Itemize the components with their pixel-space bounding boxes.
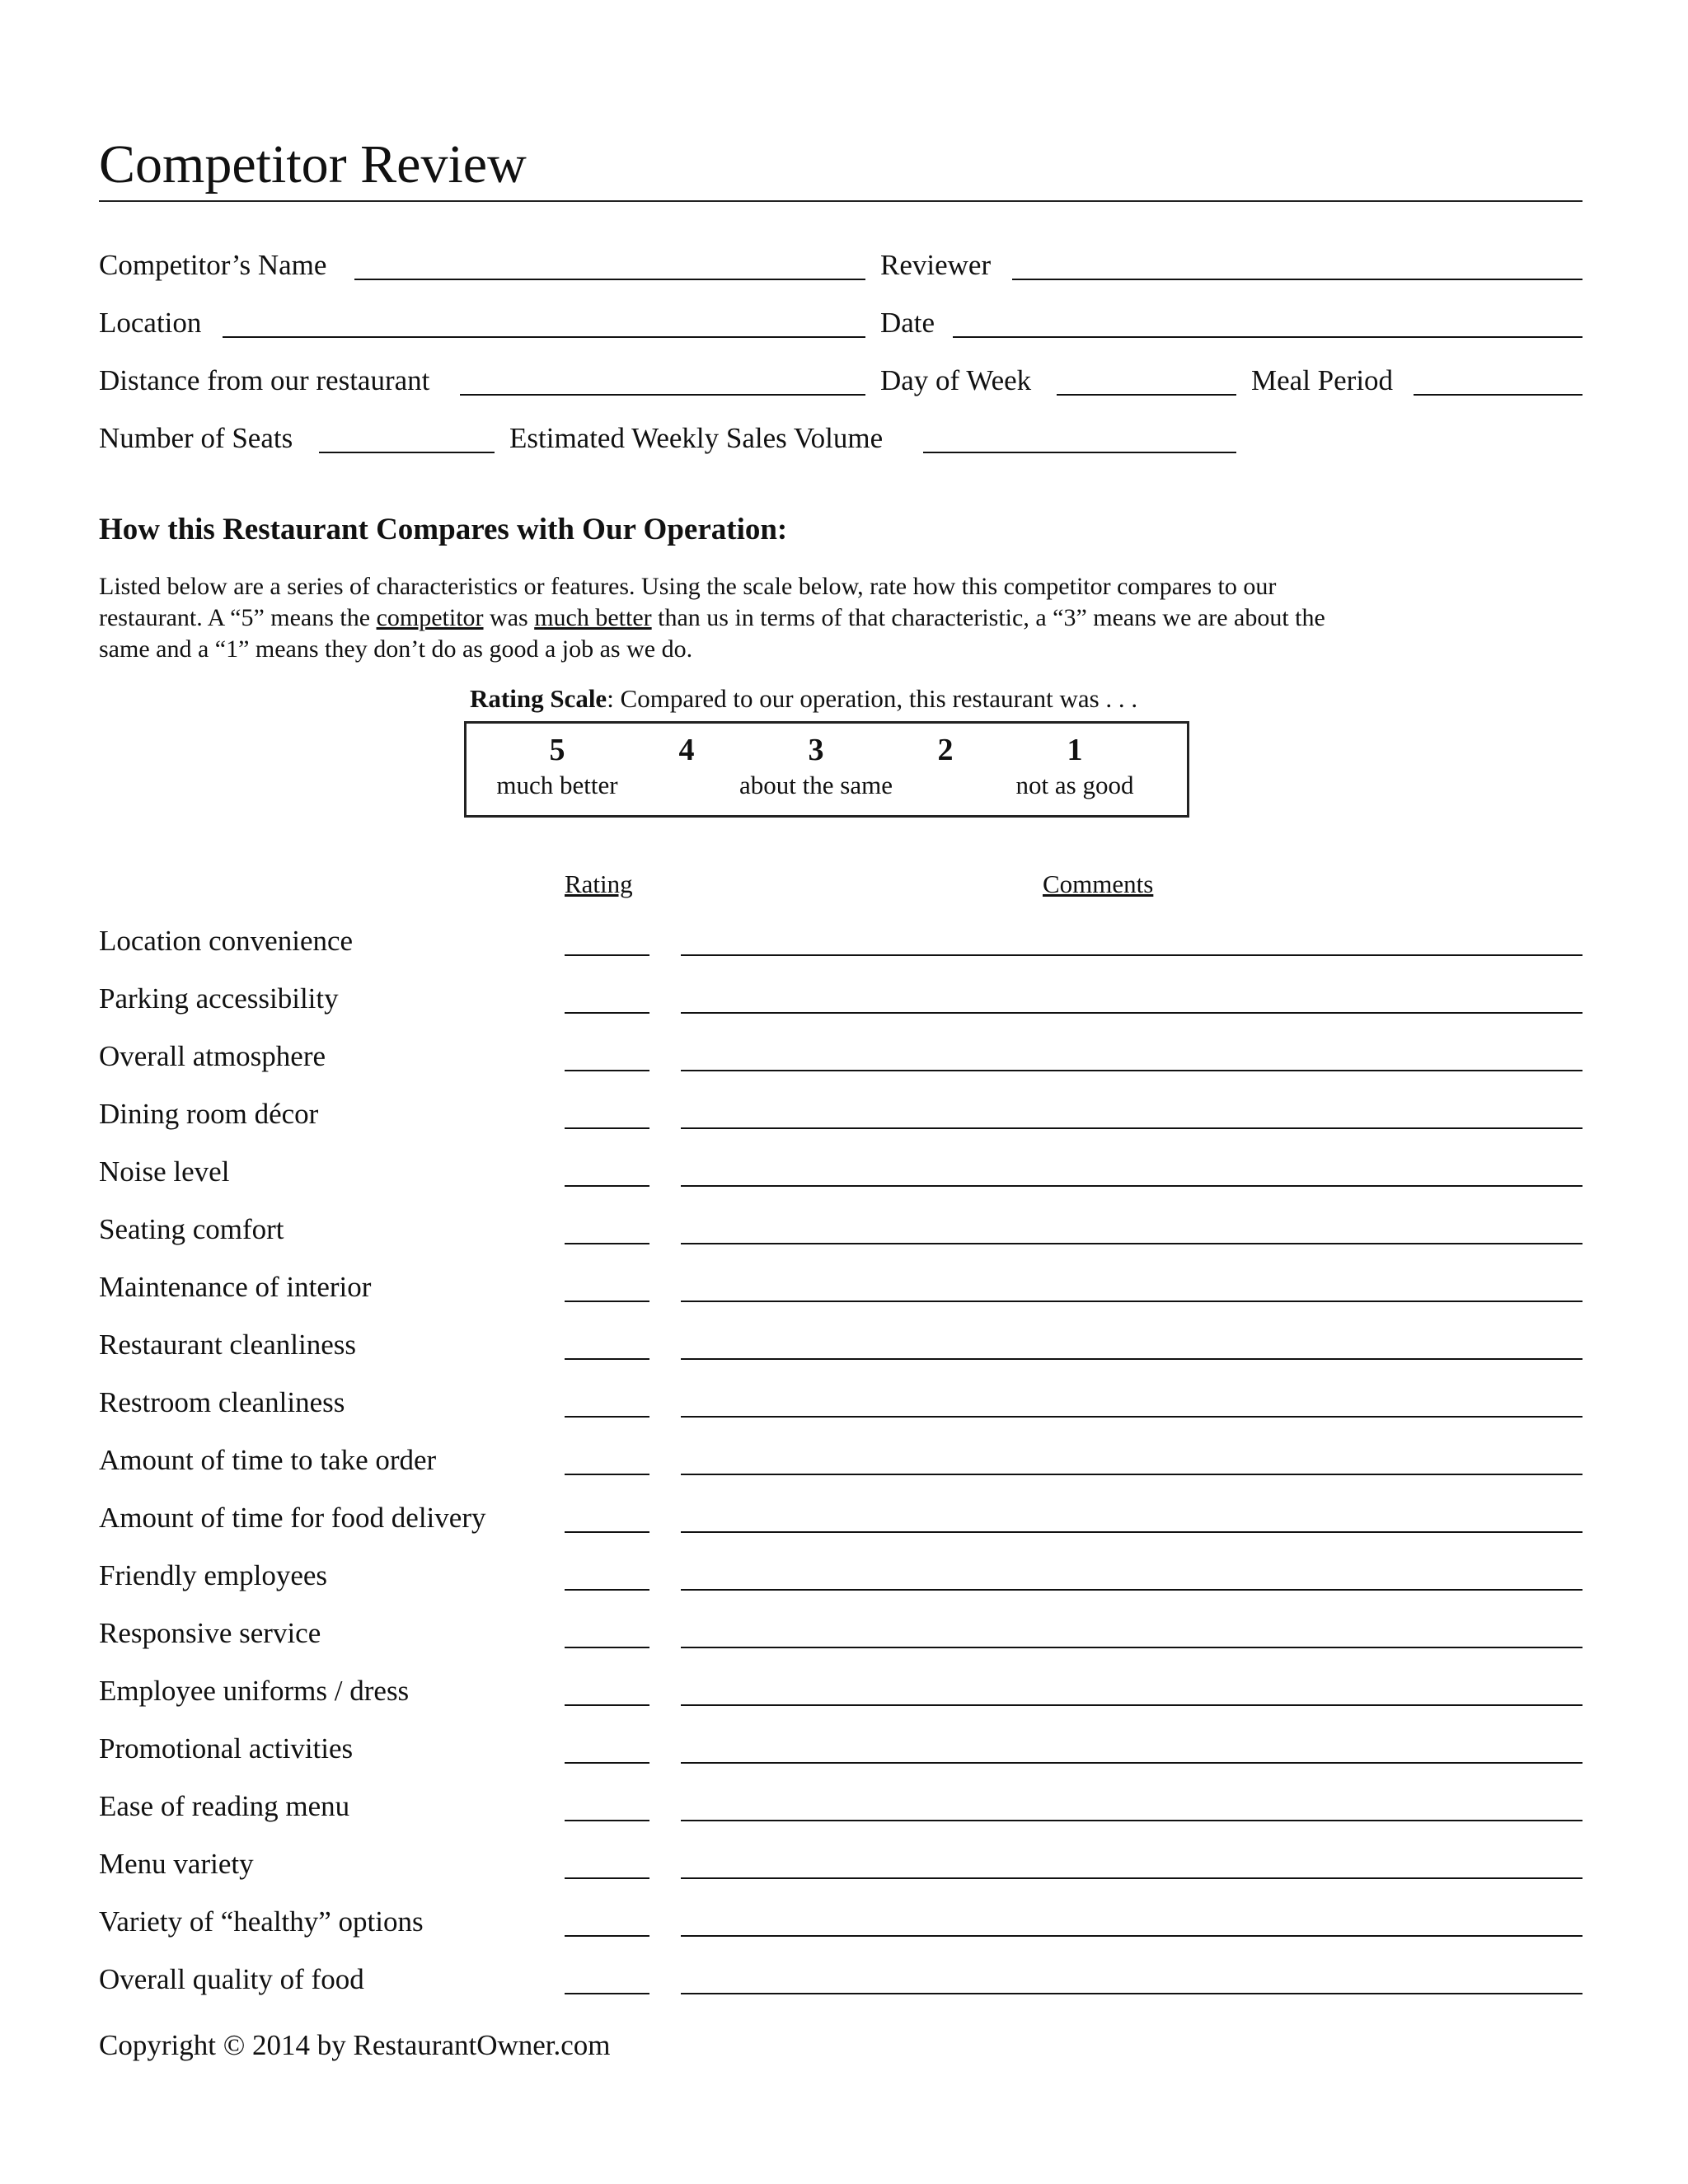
rating-input[interactable] [565, 1820, 649, 1821]
copyright: Copyright © 2014 by RestaurantOwner.com [99, 2029, 611, 2061]
comment-input[interactable] [681, 1185, 1582, 1187]
instructions-text: was [483, 604, 535, 631]
row-label: Overall atmosphere [99, 1040, 326, 1072]
day-of-week-label: Day of Week [880, 364, 1032, 396]
row-label: Restaurant cleanliness [99, 1329, 356, 1361]
rating-column-header: Rating [565, 869, 633, 898]
comments-column-header: Comments [1043, 869, 1154, 898]
row-label: Maintenance of interior [99, 1271, 372, 1303]
scale-1: 1 [1067, 733, 1083, 767]
instructions-underlined-competitor: competitor [376, 604, 484, 631]
page-title: Competitor Review [99, 134, 527, 194]
scale-2: 2 [937, 733, 954, 767]
seats-field[interactable] [319, 452, 495, 453]
rating-input[interactable] [565, 1070, 649, 1071]
row-label: Noise level [99, 1155, 230, 1188]
scale-3: 3 [808, 733, 824, 767]
rating-input[interactable] [565, 1877, 649, 1879]
location-label: Location [99, 307, 202, 339]
row-label: Overall quality of food [99, 1963, 364, 1995]
rating-scale-box [464, 721, 1189, 818]
competitor-name-field[interactable] [354, 279, 865, 280]
rating-input[interactable] [565, 954, 649, 956]
sales-volume-label: Estimated Weekly Sales Volume [509, 422, 884, 454]
section-heading: How this Restaurant Compares with Our Operation: [99, 513, 788, 546]
scale-5: 5 [549, 733, 565, 767]
comment-input[interactable] [681, 1531, 1582, 1533]
rating-input[interactable] [565, 1416, 649, 1418]
scale-4: 4 [678, 733, 695, 767]
rating-scale-caption-bold: Rating Scale [470, 684, 607, 713]
rating-input[interactable] [565, 1358, 649, 1360]
row-label: Menu variety [99, 1848, 254, 1880]
rating-input[interactable] [565, 1301, 649, 1302]
scale-5-desc: much better [496, 771, 618, 799]
reviewer-field[interactable] [1012, 279, 1582, 280]
comment-input[interactable] [681, 1935, 1582, 1937]
instructions-underlined-much-better: much better [534, 604, 652, 631]
row-label: Ease of reading menu [99, 1790, 350, 1822]
instructions-line-1: Listed below are a series of characteristics or features. Using the scale below, rate how this competitor compares to our [99, 573, 1277, 600]
instructions-text: restaurant. A “5” means the [99, 604, 377, 631]
row-label: Responsive service [99, 1617, 321, 1649]
comment-input[interactable] [681, 1127, 1582, 1129]
row-label: Amount of time to take order [99, 1444, 437, 1476]
comment-input[interactable] [681, 1877, 1582, 1879]
scale-3-desc: about the same [739, 771, 893, 799]
rating-input[interactable] [565, 1531, 649, 1533]
rating-scale-caption-text: : Compared to our operation, this restaurant was . . . [607, 684, 1138, 713]
comment-input[interactable] [681, 1762, 1582, 1764]
sales-volume-field[interactable] [923, 452, 1236, 453]
day-of-week-field[interactable] [1057, 394, 1236, 396]
comment-input[interactable] [681, 954, 1582, 956]
meal-period-label: Meal Period [1251, 364, 1394, 396]
comment-input[interactable] [681, 1301, 1582, 1302]
rating-input[interactable] [565, 1762, 649, 1764]
comment-input[interactable] [681, 1243, 1582, 1244]
reviewer-label: Reviewer [880, 249, 992, 281]
rating-scale-caption [470, 682, 1137, 715]
meal-period-field[interactable] [1414, 394, 1582, 396]
rating-input[interactable] [565, 1704, 649, 1706]
row-label: Restroom cleanliness [99, 1386, 345, 1418]
comment-input[interactable] [681, 1704, 1582, 1706]
instructions-text: than us in terms of that characteristic, a “3” means we are about the [651, 604, 1325, 631]
rating-input[interactable] [565, 1474, 649, 1475]
date-field[interactable] [953, 336, 1582, 338]
row-label: Variety of “healthy” options [99, 1905, 424, 1938]
date-label: Date [880, 307, 935, 339]
instructions-line-2 [99, 602, 1500, 634]
rating-input[interactable] [565, 1647, 649, 1648]
row-label: Amount of time for food delivery [99, 1502, 486, 1534]
comment-input[interactable] [681, 1070, 1582, 1071]
row-label: Dining room décor [99, 1098, 319, 1130]
competitor-name-label: Competitor’s Name [99, 249, 327, 281]
seats-label: Number of Seats [99, 422, 293, 454]
distance-field[interactable] [460, 394, 865, 396]
location-field[interactable] [223, 336, 865, 338]
comment-input[interactable] [681, 1358, 1582, 1360]
comment-input[interactable] [681, 1647, 1582, 1648]
row-label: Location convenience [99, 925, 354, 957]
rating-input[interactable] [565, 1185, 649, 1187]
rating-input[interactable] [565, 1127, 649, 1129]
instructions-line-3: same and a “1” means they don’t do as good a job as we do. [99, 635, 693, 663]
distance-label: Distance from our restaurant [99, 364, 430, 396]
rating-input[interactable] [565, 1935, 649, 1937]
comment-input[interactable] [681, 1416, 1582, 1418]
row-label: Parking accessibility [99, 982, 339, 1015]
rating-input[interactable] [565, 1993, 649, 1994]
comment-input[interactable] [681, 1993, 1582, 1994]
comment-input[interactable] [681, 1589, 1582, 1591]
comment-input[interactable] [681, 1820, 1582, 1821]
row-label: Friendly employees [99, 1559, 328, 1591]
scale-1-desc: not as good [1015, 771, 1134, 799]
rating-input[interactable] [565, 1589, 649, 1591]
rating-input[interactable] [565, 1243, 649, 1244]
comment-input[interactable] [681, 1012, 1582, 1014]
instructions [99, 571, 1500, 665]
row-label: Employee uniforms / dress [99, 1675, 410, 1707]
comment-input[interactable] [681, 1474, 1582, 1475]
rating-input[interactable] [565, 1012, 649, 1014]
row-label: Promotional activities [99, 1732, 354, 1765]
title-divider [99, 200, 1582, 202]
row-label: Seating comfort [99, 1213, 284, 1245]
